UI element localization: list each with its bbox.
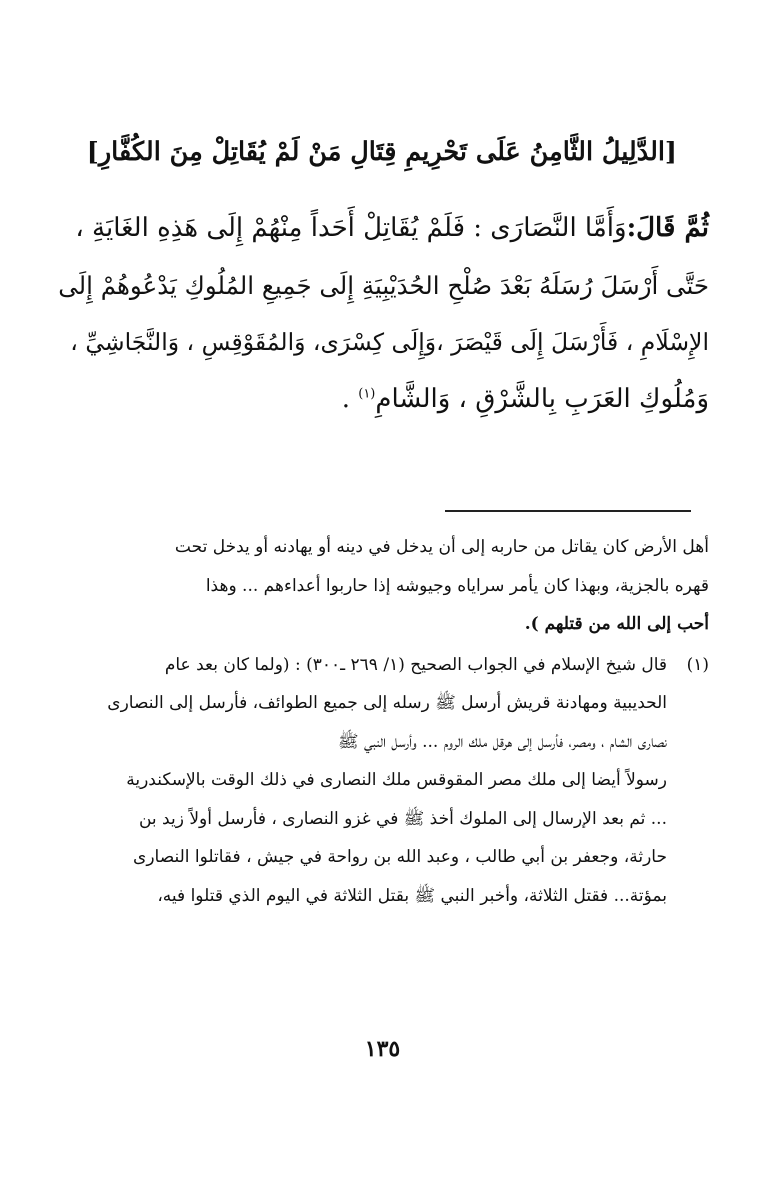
- footnote-1-body: [61, 646, 667, 916]
- footnote-1: [61, 646, 709, 916]
- footnote-continuation-bold-line: أحب إلى الله من قتلهم ).: [524, 614, 709, 634]
- footnote-line: قال شيخ الإسلام في الجواب الصحيح (١/ ٢٦٩ ـ٣٠٠) : (ولما كان بعد عام: [164, 654, 667, 675]
- footnote-line: بمؤتة... فقتل الثلاثة، وأخبر النبي ﷺ بقتل الثلاثة في اليوم الذي قتلوا فيه،: [157, 885, 667, 906]
- footnote-line: نصارى الشام ، ومصر، فأرسل إلى هرقل ملك الروم ... وأرسل النبي ﷺ: [338, 731, 667, 752]
- footnote-line: ... ثم بعد الإرسال إلى الملوك أخذ ﷺ في غزو النصارى ، فأرسل أولاً زيد بن: [138, 808, 667, 829]
- main-text-line: الإِسْلَامِ ، فَأَرْسَلَ إِلَى قَيْصَرَ ،وَإِلَى كِسْرَى، وَالمُقَوْقِسِ ، وَالنَّجَاشِيِّ ،: [70, 328, 709, 356]
- footnote-continuation-line: أهل الأرض كان يقاتل من حاربه إلى أن يدخل في دينه أو يهادنه أو يدخل تحت: [174, 537, 709, 557]
- main-text-line: [59, 371, 709, 428]
- footnotes-section: [61, 528, 709, 915]
- section-heading: [الدَّلِيلُ الثَّامِنُ عَلَى تَحْرِيمِ قِتَالِ مَنْ لَمْ يُقَاتِلْ مِنَ الكُفَّارِ]: [86, 137, 677, 167]
- footnote-line: رسولاً أيضا إلى ملك مصر المقوقس ملك النصارى في ذلك الوقت بالإسكندرية: [126, 770, 667, 790]
- main-text-lead: ثُمَّ قَالَ:: [626, 213, 709, 243]
- main-text-line-content: وَمُلُوكِ العَرَبِ بِالشَّرْقِ ، وَالشَّامِ: [375, 384, 709, 414]
- footnote-continuation-line: قهره بالجزية، وبهذا كان يأمر سراياه وجيوشه إذا حاربوا أعداءهم ... وهذا: [205, 575, 709, 596]
- footnote-marker: (١): [686, 654, 709, 675]
- main-text-line: [59, 200, 709, 257]
- footnote-separator: [445, 510, 691, 512]
- main-text: [59, 200, 709, 428]
- footnote-line: حارثة، وجعفر بن أبي طالب ، وعبد الله بن رواحة في جيش ، فقاتلوا النصارى: [133, 847, 667, 867]
- main-text-end-period: .: [341, 384, 359, 414]
- page-number: ١٣٥: [364, 1036, 401, 1062]
- main-text-line-content: وَأَمَّا النَّصَارَى : فَلَمْ يُقَاتِلْ أَحَداً مِنْهُمْ إِلَى هَذِهِ الغَايَةِ ،: [75, 213, 627, 243]
- main-text-line: حَتَّى أَرْسَلَ رُسَلَهُ بَعْدَ صُلْحِ الحُدَيْبِيَةِ إِلَى جَمِيعِ المُلُوكِ يَدْعُوهُمْ إِلَى: [58, 271, 709, 300]
- footnote-line: الحديبية ومهادنة قريش أرسل ﷺ رسله إلى جميع الطوائف، فأرسل إلى النصارى: [107, 693, 667, 713]
- footnote-reference[interactable]: (١): [358, 386, 376, 402]
